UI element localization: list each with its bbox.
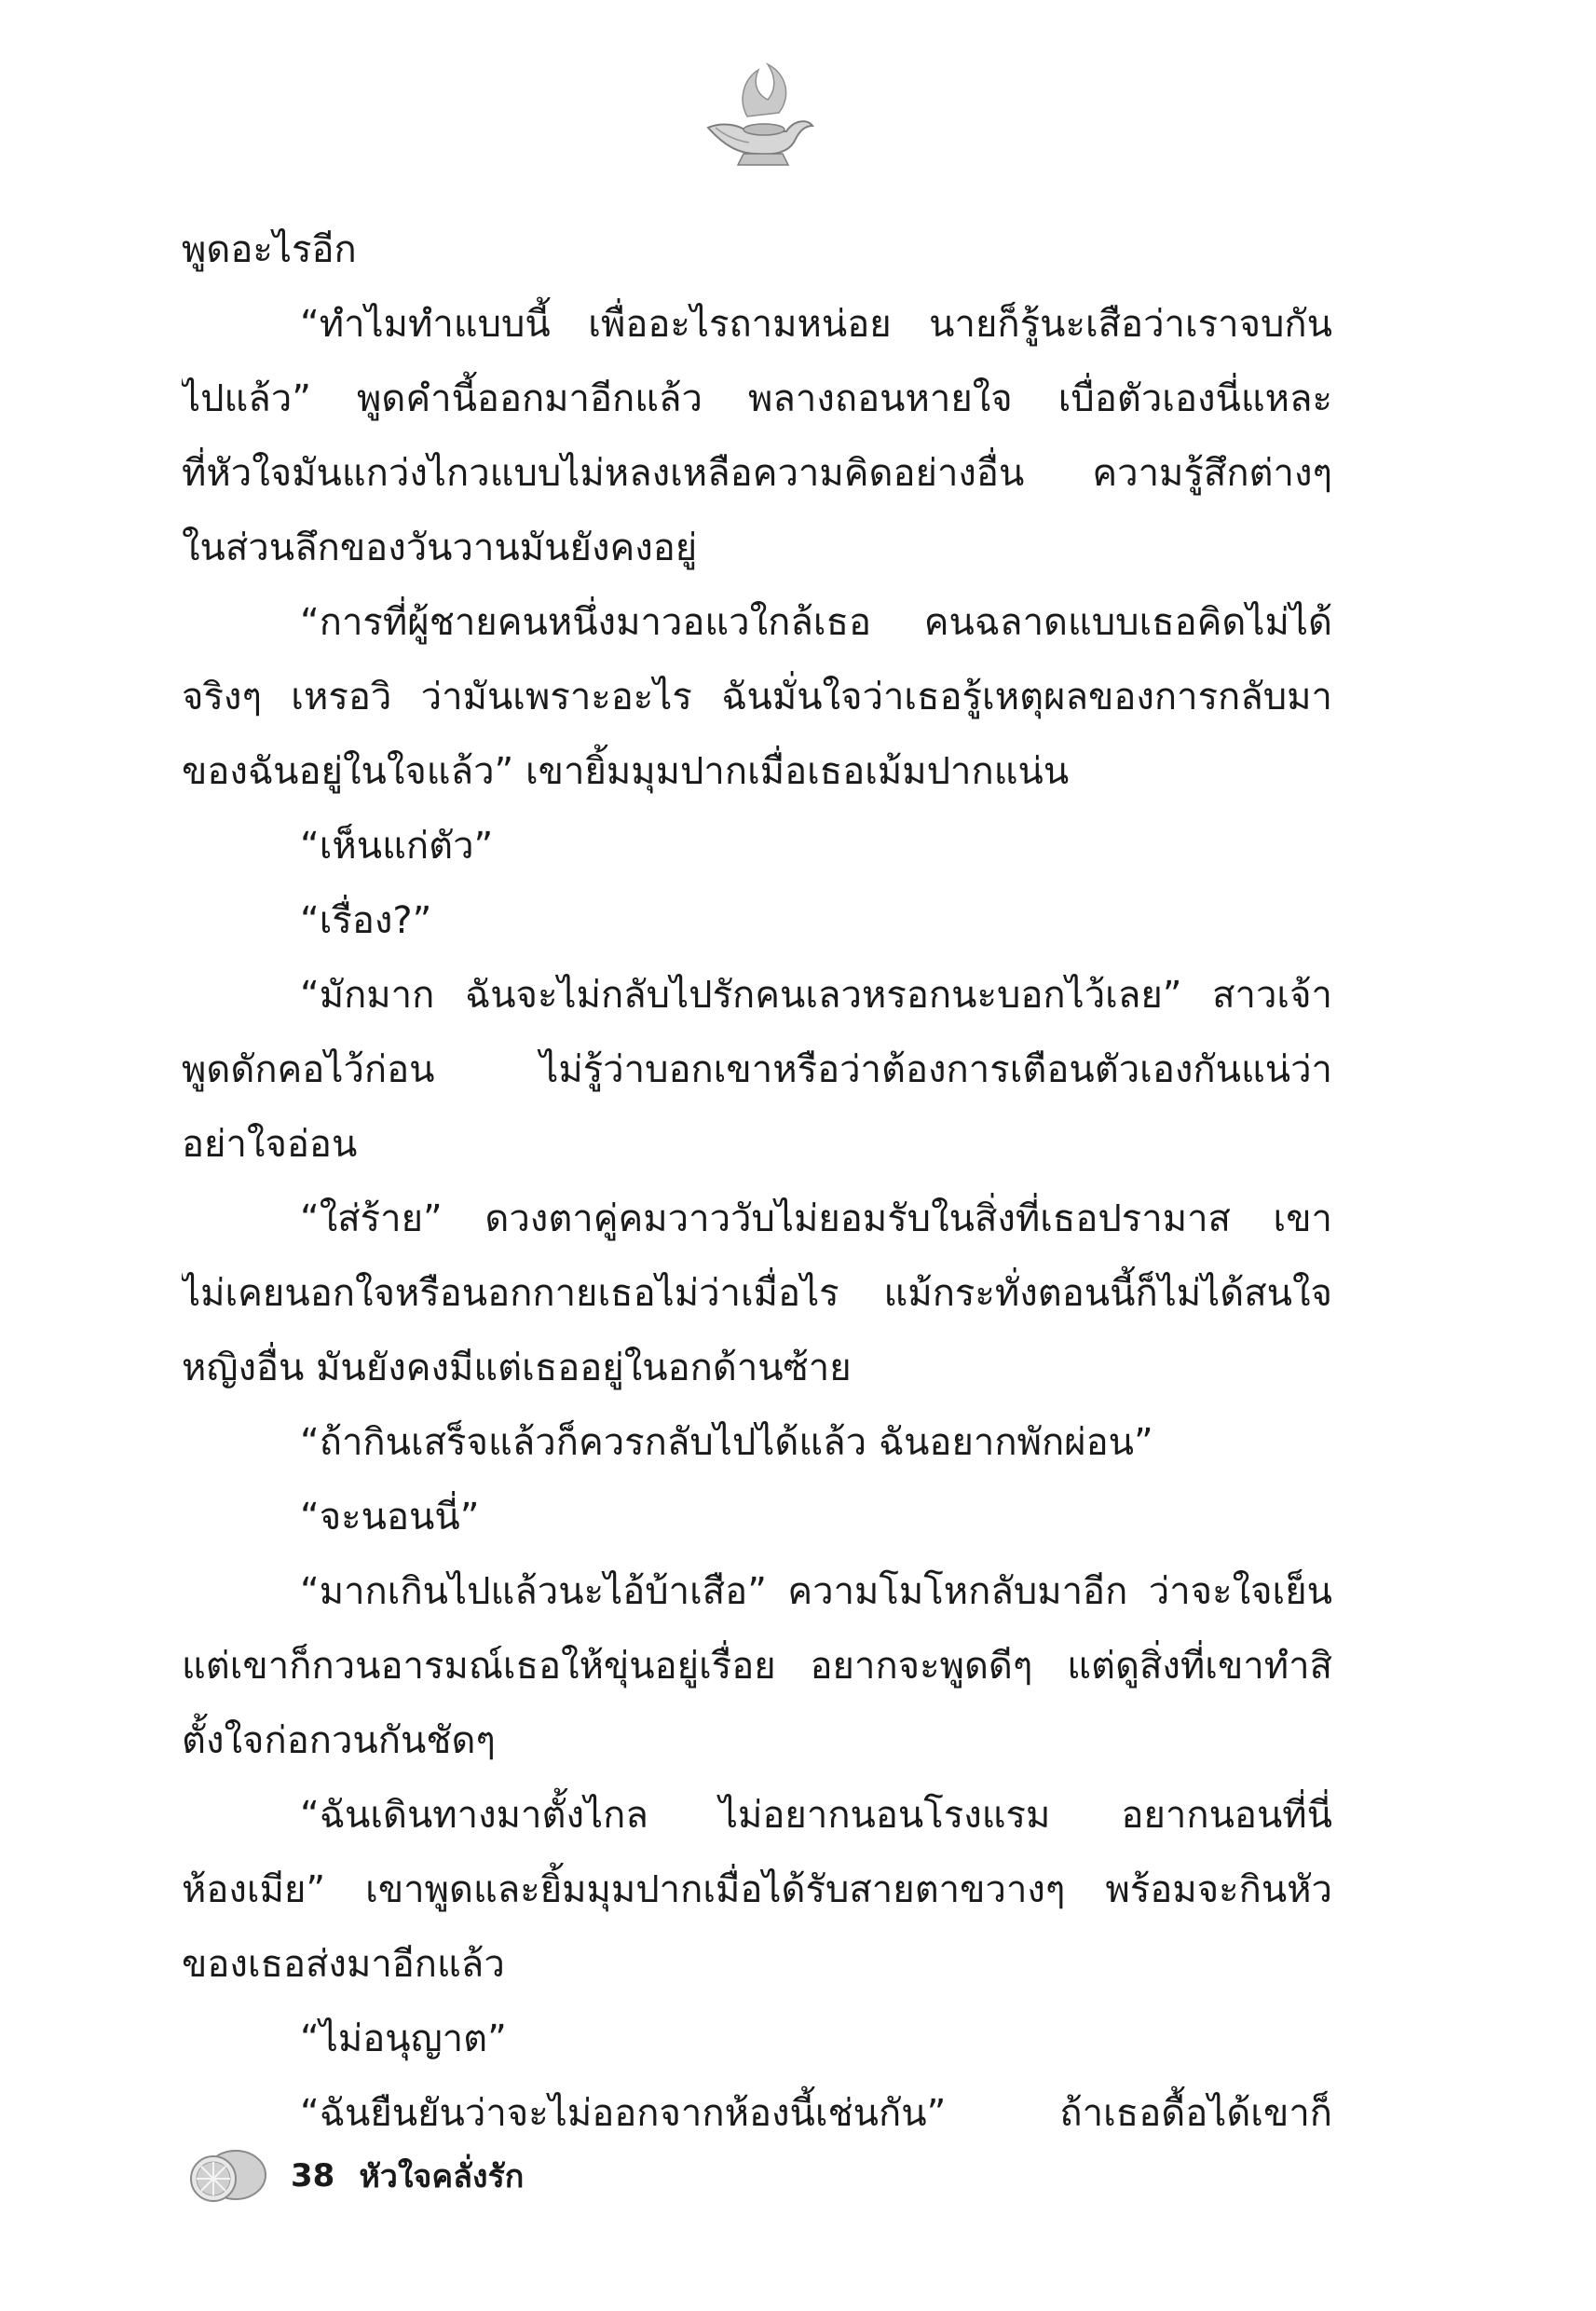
text-line: ในส่วนลึกของวันวานมันยังคงอยู่: [182, 526, 698, 569]
text-line: “ฉันยืนยันว่าจะไม่ออกจากห้องนี้เช่นกัน” ถ้าเธอดื้อได้เขาก็: [300, 2092, 1332, 2135]
text-line: “ไม่อนุญาต”: [300, 2017, 507, 2060]
body-text: [182, 212, 1332, 2151]
text-line: “ถ้ากินเสร็จแล้วก็ควรกลับไปได้แล้ว ฉันอยากพักผ่อน”: [300, 1421, 1153, 1464]
text-line: จริงๆ เหรอวิ ว่ามันเพราะอะไร ฉันมั่นใจว่าเธอรู้เหตุผลของการกลับมา: [182, 676, 1332, 718]
text-line: “ใส่ร้าย” ดวงตาคู่คมวาววับไม่ยอมรับในสิ่งที่เธอปรามาส เขา: [300, 1197, 1332, 1240]
text-line: อย่าใจอ่อน: [182, 1123, 358, 1166]
text-line: “มักมาก ฉันจะไม่กลับไปรักคนเลวหรอกนะบอกไว้เลย” สาวเจ้า: [300, 974, 1332, 1017]
text-line: “เรื่อง?”: [300, 899, 432, 942]
text-line: พูดดักคอไว้ก่อน ไม่รู้ว่าบอกเขาหรือว่าต้องการเตือนตัวเองกันแน่ว่า: [182, 1048, 1332, 1091]
text-line: ที่หัวใจมันแกว่งไกวแบบไม่หลงเหลือความคิดอย่างอื่น ความรู้สึกต่างๆ: [182, 452, 1332, 495]
page-footer: [182, 2139, 524, 2213]
text-line: “เห็นแก่ตัว”: [300, 825, 494, 868]
text-line: “มากเกินไปแล้วนะไอ้บ้าเสือ” ความโมโหกลับมาอีก ว่าจะใจเย็น: [300, 1570, 1332, 1613]
text-line: แต่เขาก็กวนอารมณ์เธอให้ขุ่นอยู่เรื่อย อยากจะพูดดีๆ แต่ดูสิ่งที่เขาทำสิ: [182, 1645, 1332, 1688]
text-line: ห้องเมีย” เขาพูดและยิ้มมุมปากเมื่อได้รับสายตาขวางๆ พร้อมจะกินหัว: [182, 1868, 1332, 1911]
text-line: “ทำไมทำแบบนี้ เพื่ออะไรถามหน่อย นายก็รู้นะเสือว่าเราจบกัน: [300, 303, 1332, 346]
text-line: ไปแล้ว” พูดคำนี้ออกมาอีกแล้ว พลางถอนหายใจ เบื่อตัวเองนี่แหละ: [182, 377, 1332, 420]
text-line: ของเธอส่งมาอีกแล้ว: [182, 1943, 505, 1986]
text-line: ไม่เคยนอกใจหรือนอกกายเธอไม่ว่าเมื่อไร แม้กระทั่งตอนนี้ก็ไม่ได้สนใจ: [182, 1272, 1332, 1315]
orange-slice-icon: [182, 2147, 270, 2205]
text-line: ของฉันอยู่ในใจแล้ว” เขายิ้มมุมปากเมื่อเธอเม้มปากแน่น: [182, 750, 1070, 793]
book-title: หัวใจคลั่งรัก: [359, 2158, 525, 2195]
text-line: “ฉันเดินทางมาตั้งไกล ไม่อยากนอนโรงแรม อยากนอนที่นี่: [300, 1794, 1332, 1837]
text-line: “การที่ผู้ชายคนหนึ่งมาวอแวใกล้เธอ คนฉลาดแบบเธอคิดไม่ได้: [300, 601, 1332, 644]
text-line: ตั้งใจก่อกวนกันชัดๆ: [182, 1719, 496, 1762]
genie-lamp-icon: [689, 51, 820, 177]
text-line: พูดอะไรอีก: [182, 228, 357, 271]
text-line: “จะนอนนี่”: [300, 1496, 480, 1538]
page-number: 38: [291, 2157, 335, 2195]
text-line: หญิงอื่น มันยังคงมีแต่เธออยู่ในอกด้านซ้าย: [182, 1347, 852, 1389]
